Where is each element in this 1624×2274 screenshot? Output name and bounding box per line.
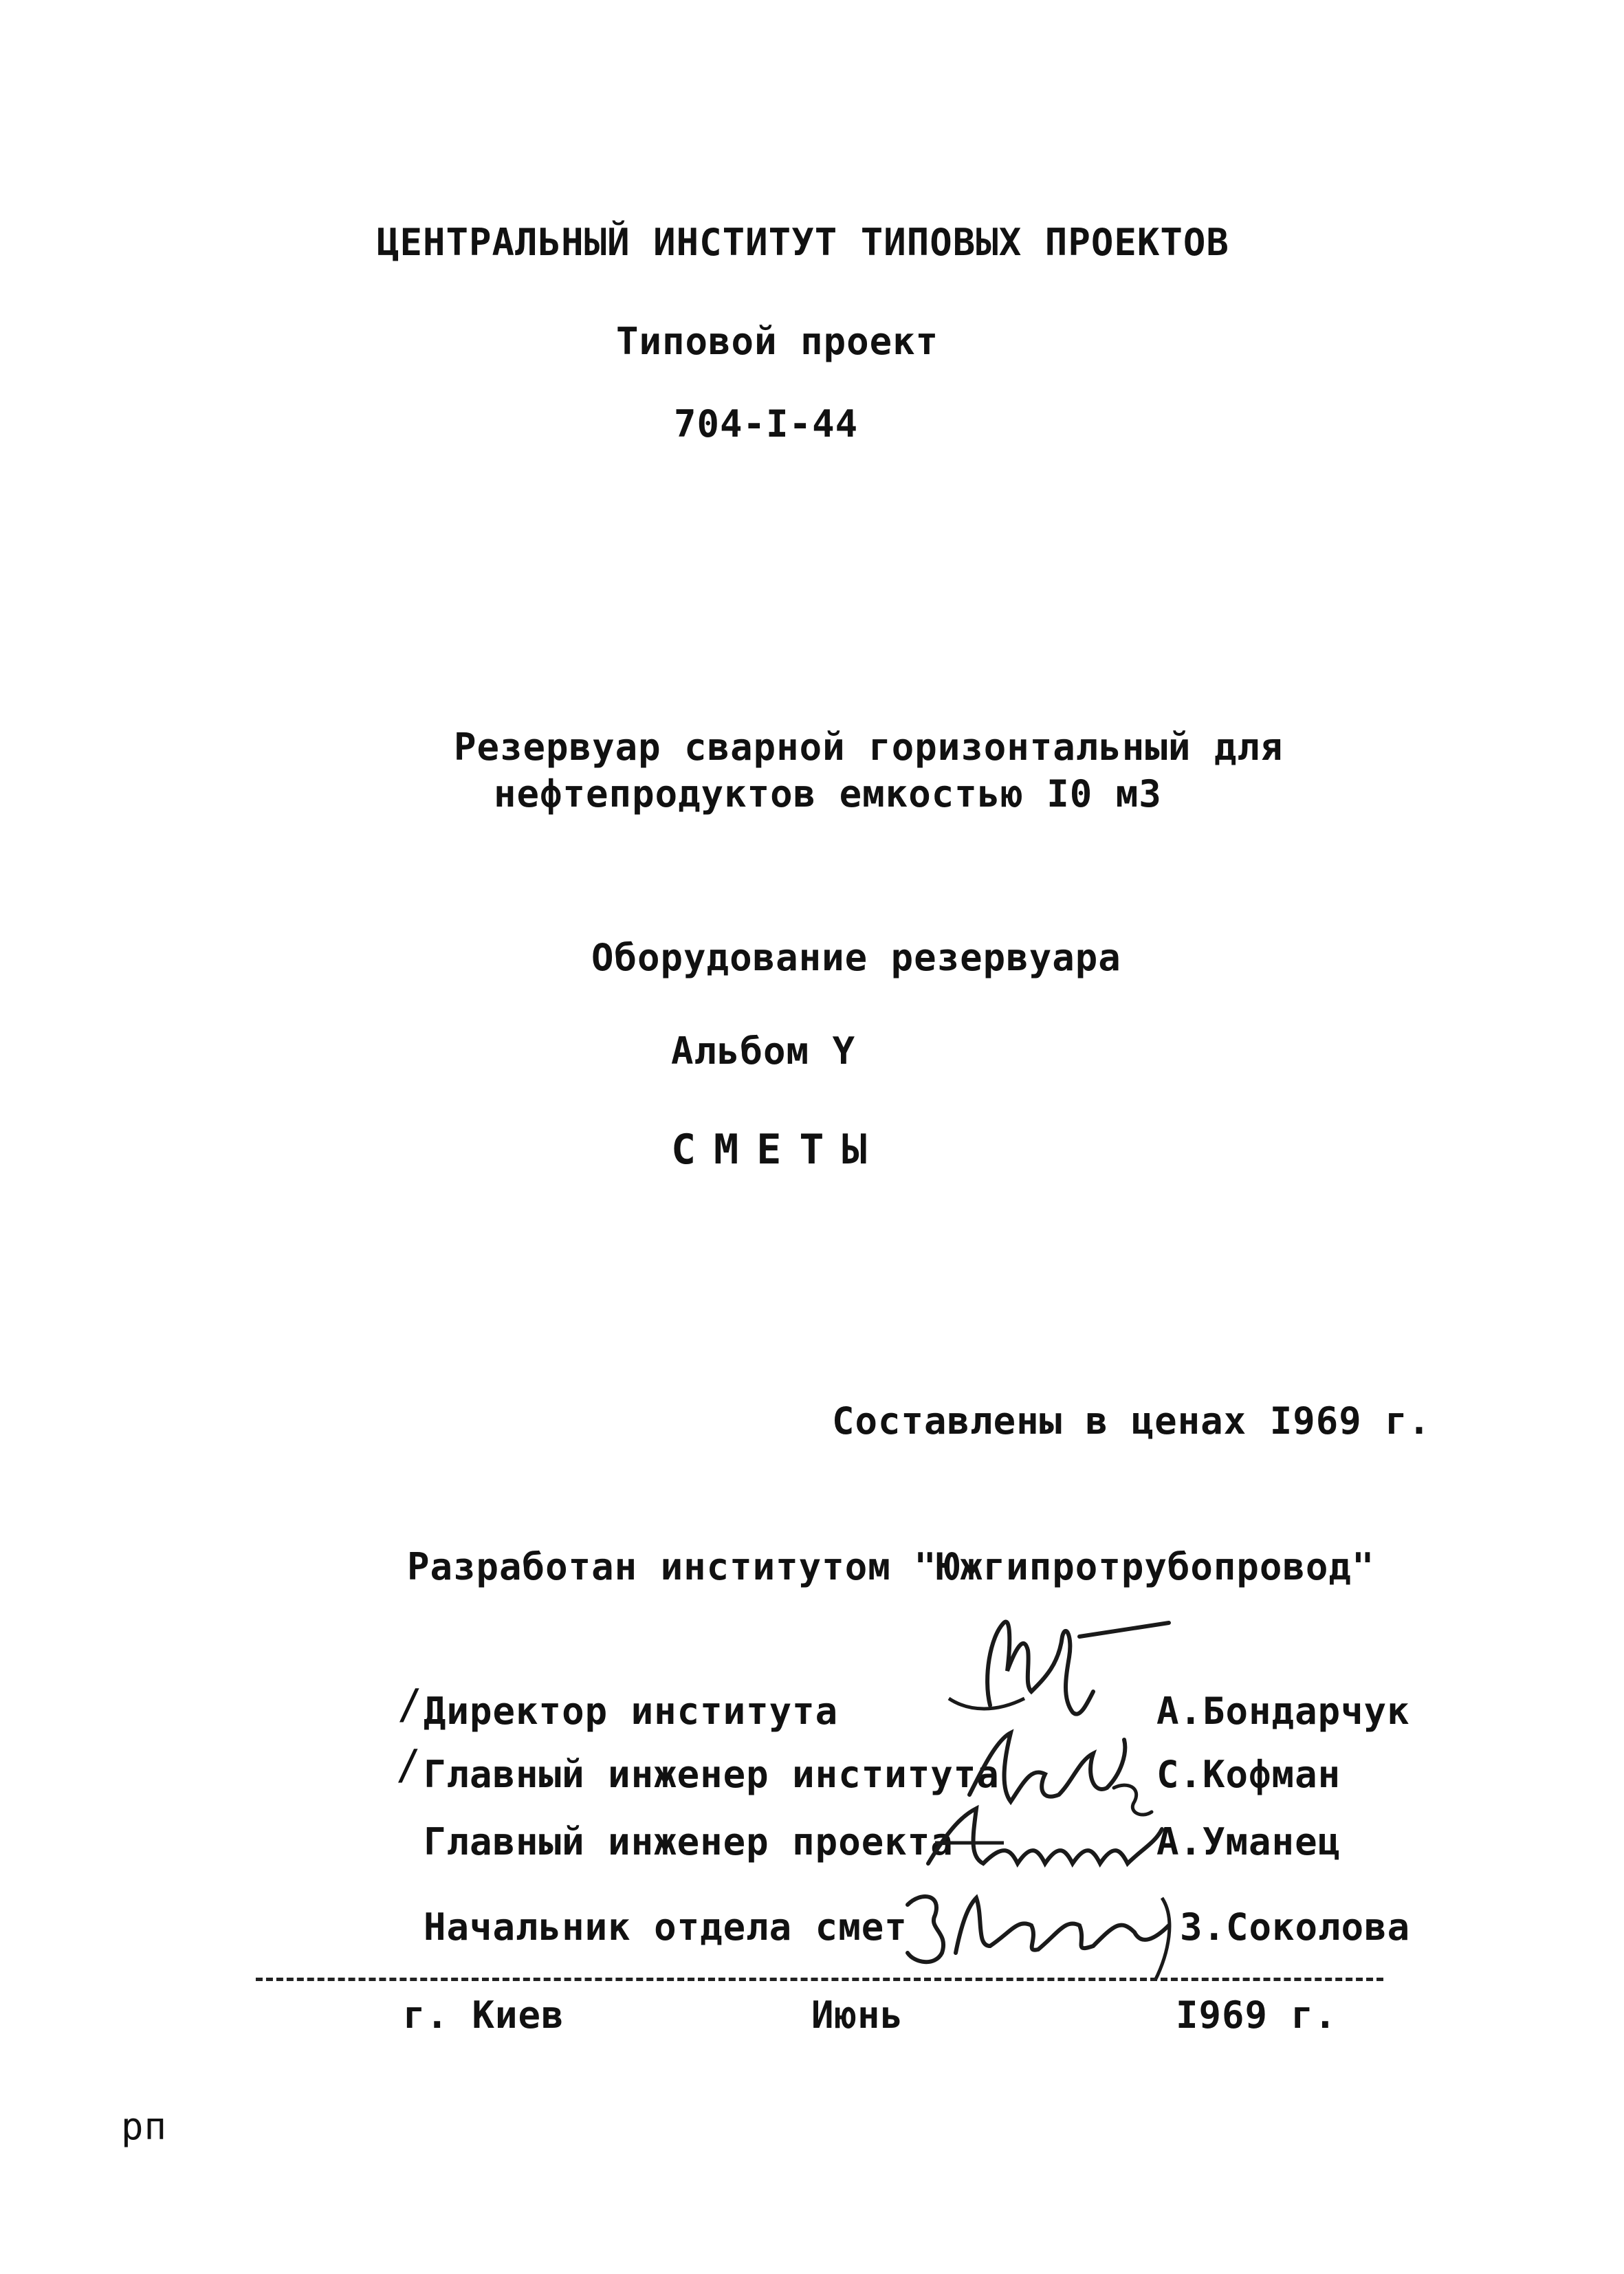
signatory-name-chief-engineer: С.Кофман bbox=[1156, 1753, 1341, 1796]
footer-year: I969 г. bbox=[1176, 1993, 1337, 2037]
signatory-name-estimates-head: З.Соколова bbox=[1180, 1905, 1411, 1949]
tick-mark: / bbox=[397, 1681, 423, 1729]
project-type: Типовой проект bbox=[616, 320, 939, 363]
dashed-separator bbox=[256, 1978, 1383, 1981]
prices-note: Составлены в ценах I969 г. bbox=[832, 1399, 1431, 1443]
developer-line: Разработан институтом "Южгипротрубопровод" bbox=[407, 1545, 1375, 1588]
tick-mark: / bbox=[396, 1741, 421, 1789]
organization-name: ЦЕНТРАЛЬНЫЙ ИНСТИТУТ ТИПОВЫХ ПРОЕКТОВ bbox=[377, 221, 1229, 264]
album-label: Альбом Y bbox=[671, 1029, 856, 1073]
signatory-name-director: А.Бондарчук bbox=[1156, 1690, 1410, 1733]
section-title: СМЕТЫ bbox=[671, 1126, 885, 1174]
signatory-role-chief-engineer: Главный инженер института bbox=[424, 1753, 1000, 1796]
footer-city: г. Киев bbox=[403, 1993, 564, 2037]
signatory-role-project-engineer: Главный инженер проекта bbox=[424, 1820, 954, 1863]
project-number: 704-I-44 bbox=[674, 402, 859, 446]
signatory-role-estimates-head: Начальник отдела смет bbox=[424, 1905, 908, 1949]
footer-month: Июнь bbox=[811, 1993, 904, 2037]
title-line-2: нефтепродуктов емкостью I0 м3 bbox=[494, 772, 1162, 816]
signature-director bbox=[942, 1595, 1189, 1747]
signatory-role-director: Директор института bbox=[424, 1690, 839, 1733]
subtitle: Оборудование резервуара bbox=[591, 936, 1121, 979]
signature-estimates-head bbox=[894, 1877, 1196, 1987]
signatory-name-project-engineer: А.Уманец bbox=[1156, 1820, 1341, 1863]
corner-mark: рп bbox=[121, 2105, 168, 2148]
title-line-1: Резервуар сварной горизонтальный для bbox=[454, 725, 1284, 769]
